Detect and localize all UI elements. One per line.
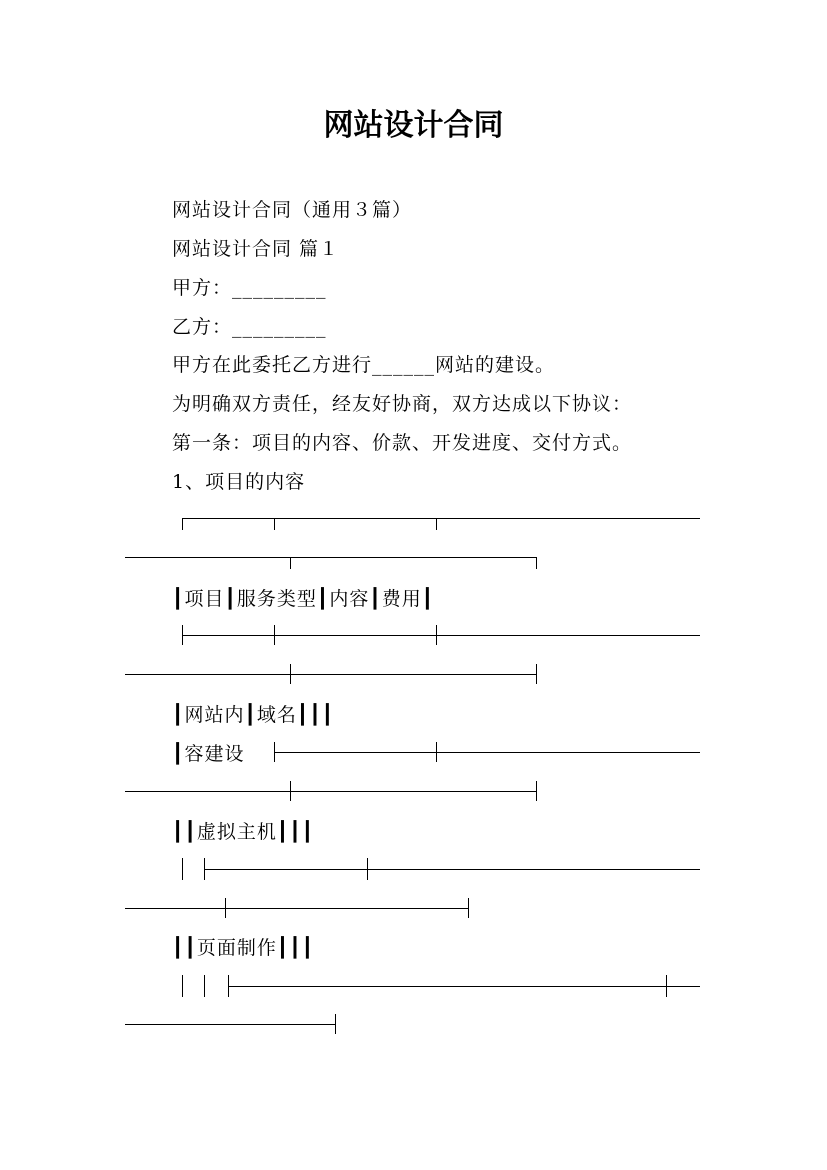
table-row-website-2: ┃容建设 (172, 743, 245, 765)
table-rule (536, 781, 537, 801)
table-rule (228, 986, 700, 987)
table-rule (436, 625, 437, 645)
table-rule (274, 518, 275, 530)
table-rule (125, 908, 469, 909)
table-rule (125, 674, 537, 675)
table-rule (182, 518, 700, 519)
table-rule (367, 858, 368, 880)
table-rule (666, 975, 667, 997)
table-rule (290, 781, 291, 801)
article-one-line: 第一条：项目的内容、价款、开发进度、交付方式。 (172, 432, 633, 454)
agreement-line: 为明确双方责任，经友好协商，双方达成以下协议： (172, 393, 633, 415)
table-rule (182, 635, 700, 636)
commission-line: 甲方在此委托乙方进行______网站的建设。 (172, 354, 556, 376)
table-rule (274, 625, 275, 645)
table-rule (204, 858, 205, 880)
table-rule (125, 557, 537, 558)
party-b-line: 乙方：_________ (172, 316, 327, 338)
table-rule (225, 898, 226, 918)
table-rule (182, 975, 183, 997)
document-title: 网站设计合同 (323, 108, 504, 143)
table-row-website-1: ┃网站内┃域名┃┃┃ (172, 704, 335, 726)
table-rule (290, 557, 291, 569)
table-rule (274, 752, 700, 753)
table-header-row: ┃项目┃服务类型┃内容┃费用┃ (172, 588, 435, 610)
table-rule (228, 975, 229, 997)
table-rule (204, 869, 700, 870)
table-row-hosting: ┃┃虚拟主机┃┃┃ (172, 821, 315, 843)
table-rule (182, 625, 183, 645)
table-rule (204, 975, 205, 997)
table-rule (274, 742, 275, 762)
table-rule (182, 518, 183, 530)
table-rule (468, 898, 469, 918)
table-rule (335, 1014, 336, 1034)
table-rule (125, 1024, 336, 1025)
table-rule (182, 858, 183, 880)
subtitle-line: 网站设计合同（通用３篇） (172, 199, 413, 221)
party-a-line: 甲方：_________ (172, 277, 327, 299)
table-rule (536, 664, 537, 684)
table-row-page-design: ┃┃页面制作┃┃┃ (172, 937, 315, 959)
table-rule (290, 664, 291, 684)
section-heading: 网站设计合同 篇１ (172, 238, 340, 260)
table-rule (436, 742, 437, 762)
project-content-heading: 1、项目的内容 (172, 471, 306, 493)
table-rule (436, 518, 437, 530)
table-rule (125, 791, 537, 792)
table-rule (536, 557, 537, 569)
